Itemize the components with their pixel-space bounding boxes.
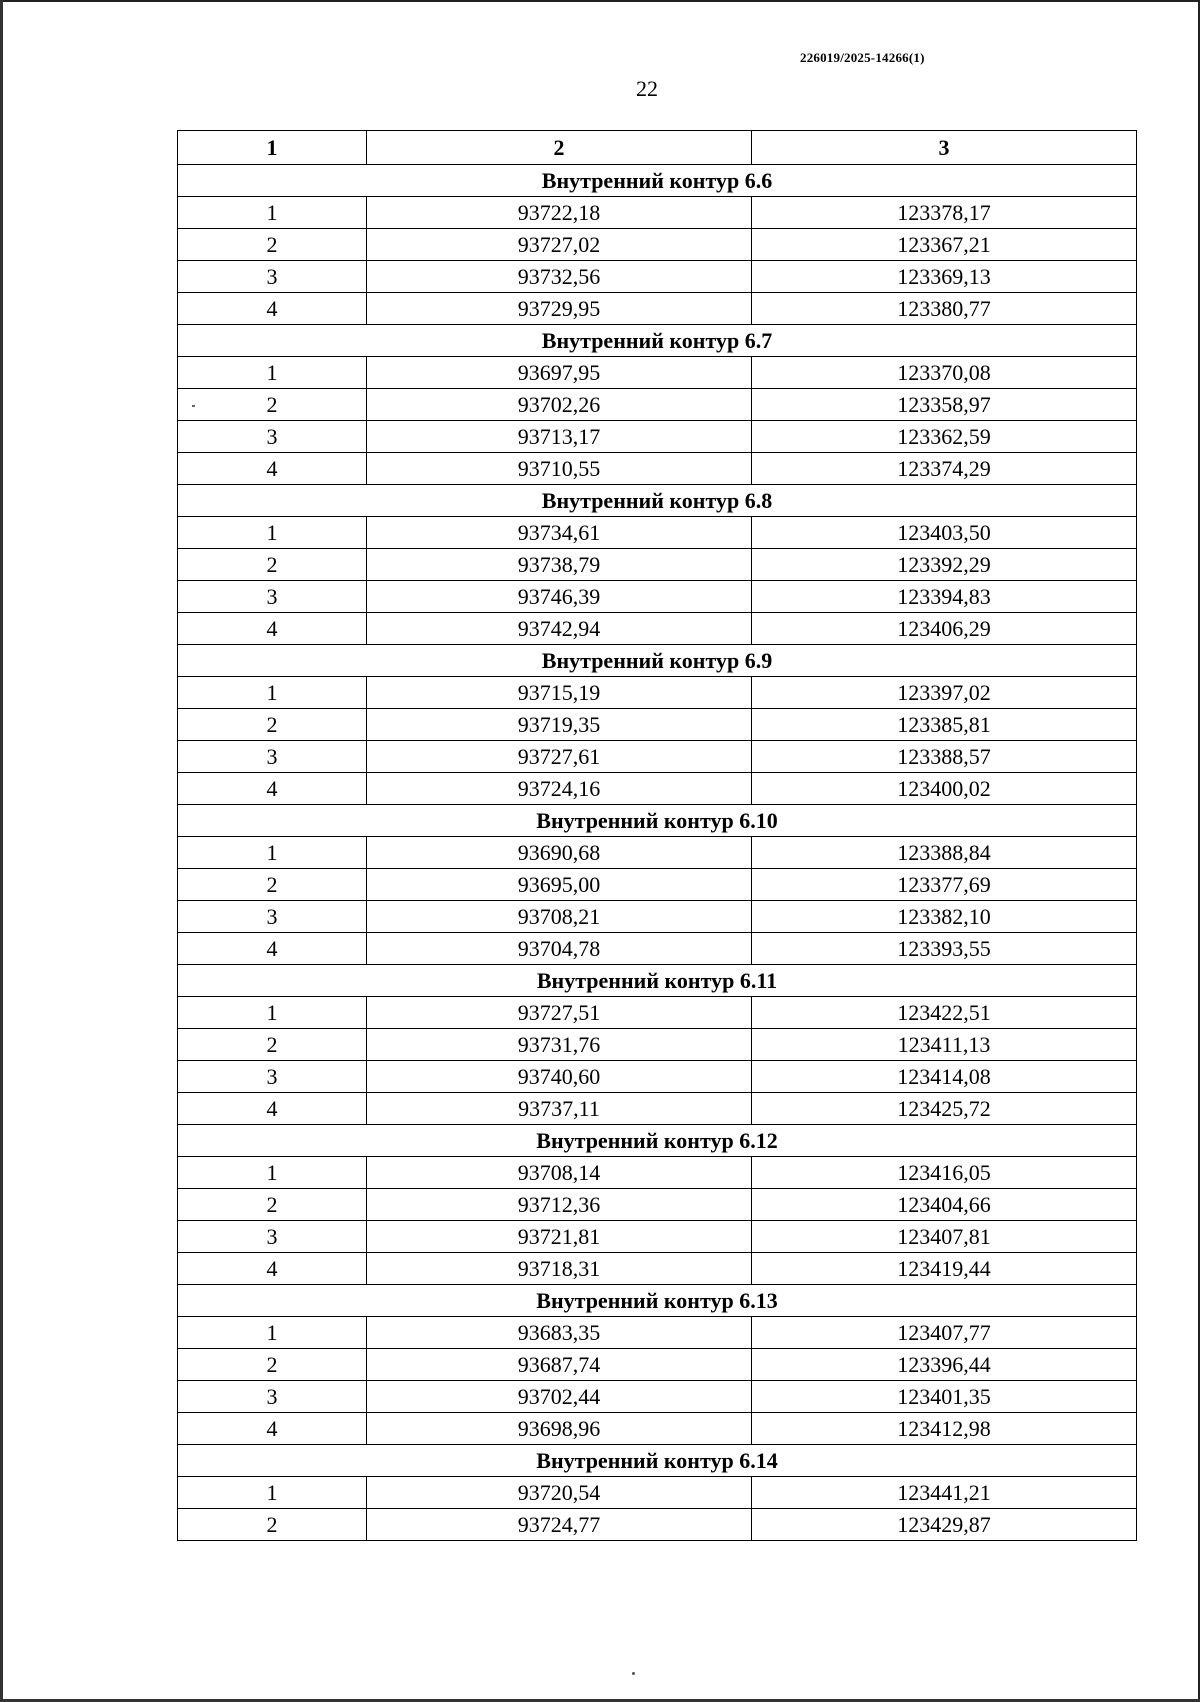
coordinate-x-cell: 93732,56 [367,261,752,293]
table-row [178,581,1137,613]
section-title-row [178,1445,1137,1477]
scan-speck [632,1672,635,1675]
point-number-cell: 1 [178,997,367,1029]
coordinate-x-cell: 93718,31 [367,1253,752,1285]
coordinate-y-cell: 123414,08 [752,1061,1137,1093]
coordinate-x-cell: 93731,76 [367,1029,752,1061]
point-number-cell: 4 [178,1253,367,1285]
point-number-cell: 1 [178,197,367,229]
section-title-row [178,645,1137,677]
coordinate-x-cell: 93683,35 [367,1317,752,1349]
coordinate-x-cell: 93721,81 [367,1221,752,1253]
point-number-cell: 4 [178,1093,367,1125]
coordinate-y-cell: 123406,29 [752,613,1137,645]
coordinate-x-cell: 93738,79 [367,549,752,581]
coordinate-y-cell: 123422,51 [752,997,1137,1029]
coordinate-x-cell: 93704,78 [367,933,752,965]
coordinate-x-cell: 93690,68 [367,837,752,869]
page-number: 22 [636,76,658,101]
table-row [178,197,1137,229]
point-number-cell: 1 [178,677,367,709]
coordinate-y-cell: 123411,13 [752,1029,1137,1061]
coordinate-x-cell: 93719,35 [367,709,752,741]
coordinate-y-cell: 123419,44 [752,1253,1137,1285]
point-number-cell: 2 [178,1029,367,1061]
scan-border-top [0,0,1200,2]
table-row [178,293,1137,325]
coordinate-x-cell: 93734,61 [367,517,752,549]
table-row [178,1061,1137,1093]
coordinate-y-cell: 123385,81 [752,709,1137,741]
coordinate-x-cell: 93712,36 [367,1189,752,1221]
coordinate-x-cell: 93697,95 [367,357,752,389]
coordinate-x-cell: 93729,95 [367,293,752,325]
coordinate-y-cell: 123425,72 [752,1093,1137,1125]
table-row [178,1413,1137,1445]
coordinate-x-cell: 93720,54 [367,1477,752,1509]
coordinate-y-cell: 123382,10 [752,901,1137,933]
coordinate-y-cell: 123358,97 [752,389,1137,421]
coordinate-y-cell: 123392,29 [752,549,1137,581]
table-row [178,261,1137,293]
document-id: 226019/2025-14266(1) [800,50,925,65]
coordinate-x-cell: 93695,00 [367,869,752,901]
point-number-cell: 4 [178,613,367,645]
coordinate-y-cell: 123404,66 [752,1189,1137,1221]
coordinate-x-cell: 93698,96 [367,1413,752,1445]
scan-border-left [0,0,3,1702]
coordinate-x-cell: 93713,17 [367,421,752,453]
point-number-cell: 1 [178,357,367,389]
coordinate-x-cell: 93727,51 [367,997,752,1029]
coordinate-x-cell: 93722,18 [367,197,752,229]
coordinate-y-cell: 123370,08 [752,357,1137,389]
coordinate-y-cell: 123401,35 [752,1381,1137,1413]
point-number-cell: 4 [178,453,367,485]
coordinate-y-cell: 123396,44 [752,1349,1137,1381]
coordinate-y-cell: 123377,69 [752,869,1137,901]
table-row [178,997,1137,1029]
coordinate-x-cell: 93715,19 [367,677,752,709]
table-row [178,229,1137,261]
coordinate-x-cell: 93702,44 [367,1381,752,1413]
table-row [178,1253,1137,1285]
point-number-cell: 2 [178,869,367,901]
section-title: Внутренний контур 6.14 [178,1445,1137,1477]
coordinate-x-cell: 93724,16 [367,773,752,805]
coordinates-table-body [178,131,1137,1541]
point-number-cell: 2 [178,389,367,421]
coordinate-x-cell: 93727,61 [367,741,752,773]
point-number-cell: 1 [178,1477,367,1509]
coordinate-x-cell: 93742,94 [367,613,752,645]
table-row [178,517,1137,549]
header-cell-2: 2 [367,131,752,165]
point-number-cell: 1 [178,837,367,869]
point-number-cell: 3 [178,261,367,293]
point-number-cell: 3 [178,1061,367,1093]
coordinate-y-cell: 123380,77 [752,293,1137,325]
point-number-cell: 2 [178,229,367,261]
table-row [178,549,1137,581]
table-row [178,1317,1137,1349]
header-cell-1: 1 [178,131,367,165]
table-row [178,1477,1137,1509]
section-title: Внутренний контур 6.11 [178,965,1137,997]
coordinate-y-cell: 123394,83 [752,581,1137,613]
section-title-row [178,1125,1137,1157]
coordinate-x-cell: 93702,26 [367,389,752,421]
coordinate-y-cell: 123374,29 [752,453,1137,485]
table-row [178,741,1137,773]
coordinate-y-cell: 123367,21 [752,229,1137,261]
coordinate-x-cell: 93727,02 [367,229,752,261]
section-title-row [178,1285,1137,1317]
point-number-cell: 3 [178,901,367,933]
point-number-cell: 4 [178,933,367,965]
table-row [178,613,1137,645]
section-title: Внутренний контур 6.9 [178,645,1137,677]
coordinate-y-cell: 123397,02 [752,677,1137,709]
table-row [178,869,1137,901]
point-number-cell: 3 [178,421,367,453]
section-title-row [178,165,1137,197]
section-title: Внутренний контур 6.13 [178,1285,1137,1317]
table-row [178,677,1137,709]
coordinate-y-cell: 123393,55 [752,933,1137,965]
table-row [178,1381,1137,1413]
header-cell-3: 3 [752,131,1137,165]
coordinate-y-cell: 123362,59 [752,421,1137,453]
point-number-cell: 4 [178,293,367,325]
section-title: Внутренний контур 6.6 [178,165,1137,197]
point-number-cell: 1 [178,1157,367,1189]
table-row [178,421,1137,453]
table-row [178,389,1137,421]
coordinate-y-cell: 123441,21 [752,1477,1137,1509]
table-row [178,773,1137,805]
table-row [178,1157,1137,1189]
section-title: Внутренний контур 6.12 [178,1125,1137,1157]
coordinate-y-cell: 123416,05 [752,1157,1137,1189]
point-number-cell: 4 [178,773,367,805]
table-row [178,837,1137,869]
coordinate-x-cell: 93737,11 [367,1093,752,1125]
table-row [178,1349,1137,1381]
coordinate-x-cell: 93687,74 [367,1349,752,1381]
table-row [178,933,1137,965]
coordinate-x-cell: 93746,39 [367,581,752,613]
section-title: Внутренний контур 6.7 [178,325,1137,357]
point-number-cell: 2 [178,1189,367,1221]
coordinate-y-cell: 123388,84 [752,837,1137,869]
point-number-cell: 2 [178,1509,367,1541]
table-row [178,1029,1137,1061]
section-title-row [178,965,1137,997]
table-row [178,709,1137,741]
coordinate-y-cell: 123369,13 [752,261,1137,293]
coordinate-x-cell: 93740,60 [367,1061,752,1093]
coordinate-y-cell: 123412,98 [752,1413,1137,1445]
coordinate-x-cell: 93724,77 [367,1509,752,1541]
point-number-cell: 2 [178,1349,367,1381]
section-title-row [178,485,1137,517]
point-number-cell: 2 [178,709,367,741]
point-number-cell: 3 [178,1381,367,1413]
coordinate-y-cell: 123407,81 [752,1221,1137,1253]
coordinate-x-cell: 93708,21 [367,901,752,933]
point-number-cell: 4 [178,1413,367,1445]
table-row [178,901,1137,933]
coordinate-y-cell: 123378,17 [752,197,1137,229]
coordinate-y-cell: 123388,57 [752,741,1137,773]
scan-speck [192,405,195,407]
point-number-cell: 1 [178,517,367,549]
coordinate-y-cell: 123403,50 [752,517,1137,549]
section-title: Внутренний контур 6.8 [178,485,1137,517]
table-row [178,453,1137,485]
table-row [178,1221,1137,1253]
table-row [178,1093,1137,1125]
table-row [178,1189,1137,1221]
point-number-cell: 3 [178,741,367,773]
point-number-cell: 1 [178,1317,367,1349]
point-number-cell: 2 [178,549,367,581]
coordinate-y-cell: 123407,77 [752,1317,1137,1349]
coordinates-table [177,130,1137,1541]
section-title-row [178,325,1137,357]
coordinate-y-cell: 123400,02 [752,773,1137,805]
section-title: Внутренний контур 6.10 [178,805,1137,837]
point-number-cell: 3 [178,581,367,613]
section-title-row [178,805,1137,837]
table-row [178,357,1137,389]
coordinate-x-cell: 93710,55 [367,453,752,485]
point-number-cell: 3 [178,1221,367,1253]
coordinate-x-cell: 93708,14 [367,1157,752,1189]
table-row [178,1509,1137,1541]
coordinate-y-cell: 123429,87 [752,1509,1137,1541]
table-header-row [178,131,1137,165]
